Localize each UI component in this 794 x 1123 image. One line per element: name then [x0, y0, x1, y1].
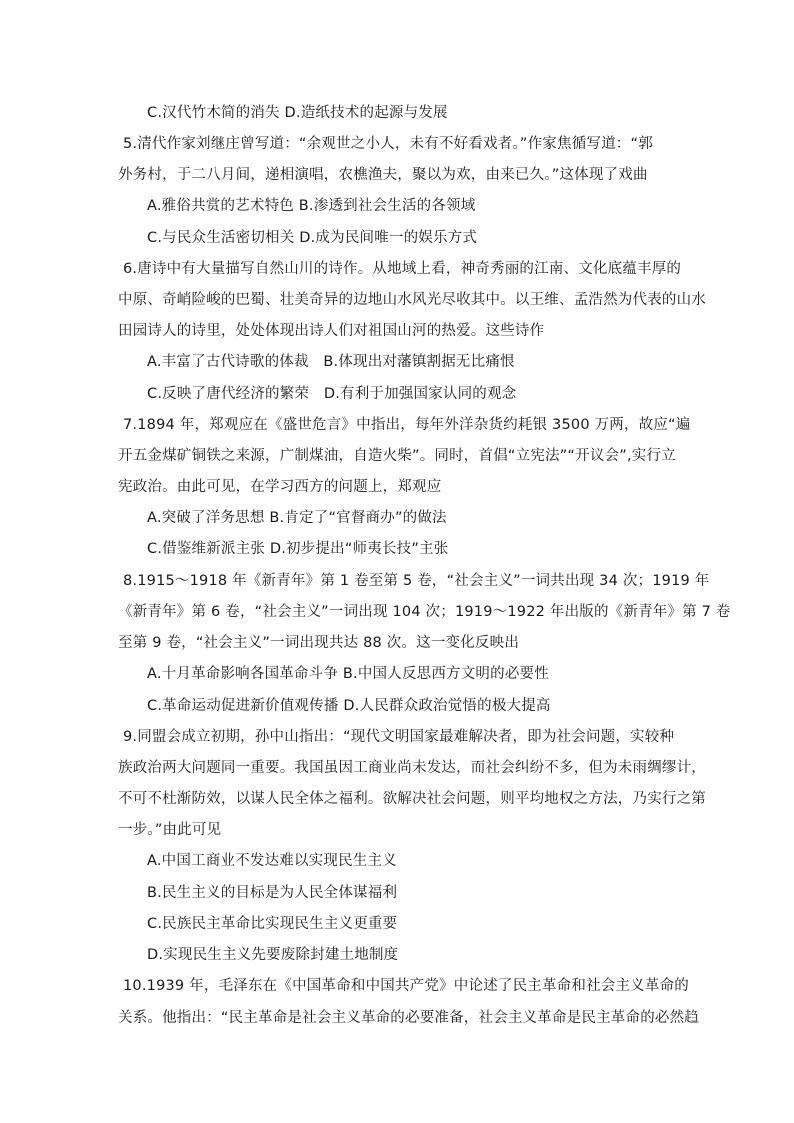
q9-stem-line-3: 不可不杜渐防效，以谋人民全体之福利。欲解决社会问题，则平均地权之方法，乃实行之第 — [118, 791, 706, 807]
q8-stem-line-3: 至第 9 卷，“社会主义”一词出现共达 88 次。这一变化反映出 — [118, 635, 520, 651]
q8-stem-line-2: 《新青年》第 6 卷，“社会主义”一词出现 104 次；1919～1922 年出版的《新青年》第 7 卷 — [118, 604, 731, 620]
q7-stem-line-1: 7.1894 年，郑观应在《盛世危言》中指出，每年外洋杂货约耗银 3500 万两，故应“遍 — [123, 417, 691, 433]
q9-option-a: A.中国工商业不发达难以实现民生主义 — [147, 853, 397, 869]
q7-stem-line-2: 开五金煤矿铜铁之来源，广制煤油，自造火柴”。同时，首倡“立宪法”“开议会”,实行立 — [118, 448, 676, 464]
q10-stem-line-1: 10.1939 年，毛泽东在《中国革命和中国共产党》中论述了民主革命和社会主义革命的 — [123, 978, 689, 994]
q9-option-b: B.民生主义的目标是为人民全体谋福利 — [147, 885, 398, 901]
q9-option-d: D.实现民生主义先要废除封建土地制度 — [147, 947, 399, 963]
q5-options-ab: A.雅俗共赏的艺术特色 B.渗透到社会生活的各领域 — [147, 198, 476, 214]
q6-stem-line-2: 中原、奇峭险峻的巴蜀、壮美奇异的边地山水风光尽收其中。以王维、孟浩然为代表的山水 — [118, 292, 706, 308]
q6-options-ab: A.丰富了古代诗歌的体裁 B.体现出对藩镇割据无比痛恨 — [147, 354, 515, 370]
q5-stem-line-1: 5.清代作家刘继庄曾写道：“余观世之小人，未有不好看戏者。”作家焦循写道：“郭 — [123, 136, 653, 152]
q6-options-cd: C.反映了唐代经济的繁荣 D.有利于加强国家认同的观念 — [147, 386, 517, 402]
q7-options-cd: C.借鉴维新派主张 D.初步提出“师夷长技”主张 — [147, 541, 449, 557]
q7-stem-line-3: 宪政治。由此可见，在学习西方的问题上，郑观应 — [118, 479, 442, 495]
q10-stem-line-2: 关系。他指出：“民主革命是社会主义革命的必要准备，社会主义革命是民主革命的必然趋 — [118, 1010, 700, 1026]
q5-stem-line-2: 外务村，于二八月间，递相演唱，农樵渔夫，聚以为欢，由来已久。”这体现了戏曲 — [118, 167, 648, 183]
q9-stem-line-2: 族政治两大问题同一重要。我国虽因工商业尚未发达，而社会纠纷不多，但为未雨绸缪计， — [118, 760, 706, 776]
q6-stem-line-3: 田园诗人的诗里，处处体现出诗人们对祖国山河的热爱。这些诗作 — [118, 323, 545, 339]
q9-option-c: C.民族民主革命比实现民生主义更重要 — [147, 916, 398, 932]
q4-options-cd: C.汉代竹木简的消失 D.造纸技术的起源与发展 — [147, 105, 448, 121]
q5-options-cd: C.与民众生活密切相关 D.成为民间唯一的娱乐方式 — [147, 230, 478, 246]
q9-stem-line-4: 一步。”由此可见 — [118, 822, 222, 838]
q8-options-ab: A.十月革命影响各国革命斗争 B.中国人反思西方文明的必要性 — [147, 666, 549, 682]
q8-stem-line-1: 8.1915～1918 年《新青年》第 1 卷至第 5 卷，“社会主义”一词共出现 34 次；1919 年 — [123, 573, 710, 589]
q9-stem-line-1: 9.同盟会成立初期，孙中山指出：“现代文明国家最难解决者，即为社会问题，实较种 — [123, 729, 675, 745]
q7-options-ab: A.突破了洋务思想 B.肯定了“官督商办”的做法 — [147, 510, 447, 526]
q8-options-cd: C.革命运动促进新价值观传播 D.人民群众政治觉悟的极大提高 — [147, 698, 551, 714]
q6-stem-line-1: 6.唐诗中有大量描写自然山川的诗作。从地域上看，神奇秀丽的江南、文化底蕴丰厚的 — [123, 261, 682, 277]
